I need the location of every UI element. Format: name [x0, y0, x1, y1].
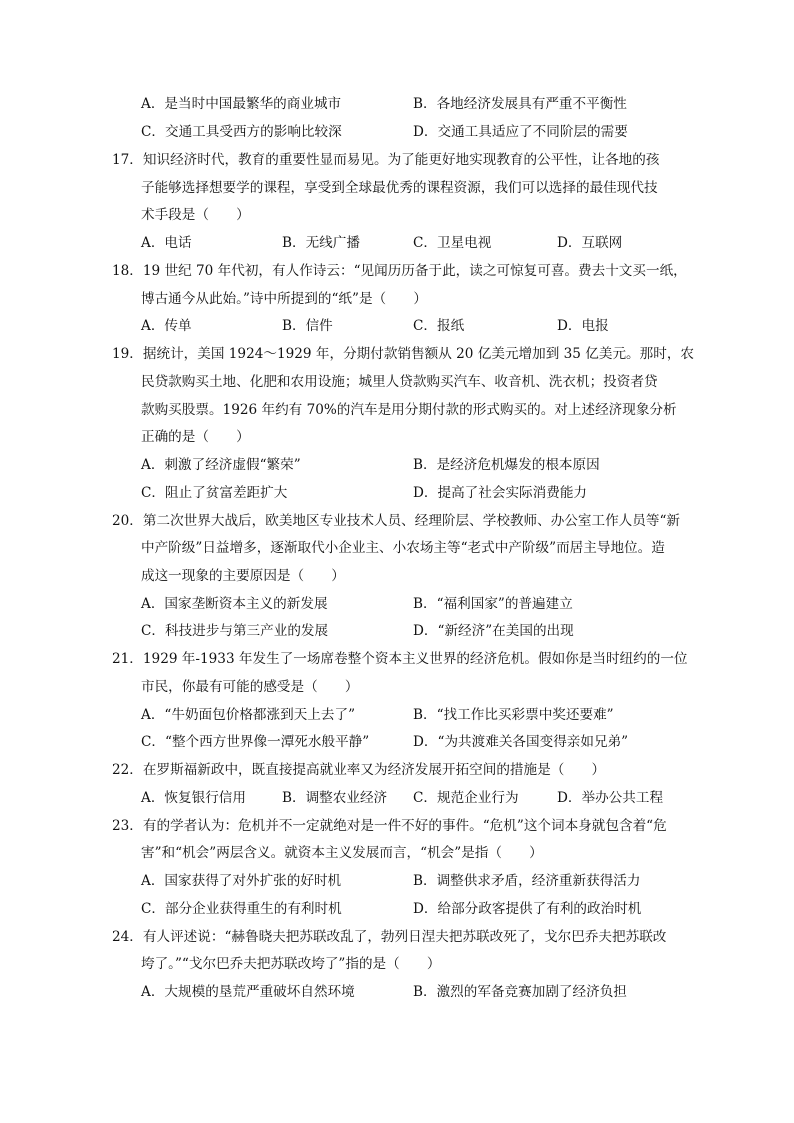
q24-option-a: A．大规模的垦荒严重破坏自然环境 [141, 984, 355, 1000]
q17-option-b: B．无线广播 [282, 235, 360, 251]
q21-stem-line-2: 市民，你最有可能的感受是（ ） [141, 679, 359, 695]
q18-stem-line-2: 博古通今从此始。”诗中所提到的“纸”是（ ） [141, 291, 427, 307]
q24-stem-line-1: 24．有人评述说：“赫鲁晓夫把苏联改乱了，勃列日涅夫把苏联改死了，戈尔巴乔夫把苏联改 [112, 929, 667, 945]
q23-option-d: D．给部分政客提供了有利的政治时机 [413, 901, 642, 917]
q18-stem-line-1: 18．19 世纪 70 年代初，有人作诗云：“见闻历历备于此，读之可惊复可喜。费去十文买一纸， [112, 263, 687, 279]
q20-option-a: A．国家垄断资本主义的新发展 [141, 596, 328, 612]
q17-option-c: C．卫星电视 [413, 235, 492, 251]
q21-option-c: C．“整个西方世界像一潭死水般平静” [141, 734, 370, 750]
q16-option-a: A．是当时中国最繁华的商业城市 [141, 96, 342, 112]
q20-option-c: C．科技进步与第三产业的发展 [141, 623, 329, 639]
q20-option-b: B．“福利国家”的普遍建立 [413, 596, 573, 612]
q23-option-c: C．部分企业获得重生的有利时机 [141, 901, 342, 917]
q19-stem-line-4: 正确的是（ ） [141, 429, 250, 445]
q17-option-d: D．互联网 [557, 235, 623, 251]
q20-stem-line-3: 成这一现象的主要原因是（ ） [141, 568, 345, 584]
q16-option-c: C．交通工具受西方的影响比较深 [141, 124, 342, 140]
q17-stem-line-1: 17．知识经济时代，教育的重要性显而易见。为了能更好地实现教育的公平性，让各地的孩 [112, 152, 660, 168]
q19-stem-line-2: 民贷款购买土地、化肥和农用设施；城里人贷款购买汽车、收音机、洗衣机；投资者贷 [141, 374, 658, 390]
q22-option-a: A．恢复银行信用 [141, 790, 246, 806]
q18-option-b: B．信件 [282, 318, 333, 334]
q20-stem-line-1: 20．第二次世界大战后，欧美地区专业技术人员、经理阶层、学校教师、办公室工作人员等“新 [112, 513, 680, 529]
q24-option-b: B．激烈的军备竞赛加剧了经济负担 [413, 984, 627, 1000]
q19-stem-line-1: 19．据统计，美国 1924～1929 年，分期付款销售额从 20 亿美元增加到 35 亿美元。那时，农 [112, 346, 695, 362]
q23-option-b: B．调整供求矛盾，经济重新获得活力 [413, 873, 641, 889]
q18-option-d: D．电报 [557, 318, 609, 334]
q21-option-a: A．“牛奶面包价格都涨到天上去了” [141, 707, 356, 723]
q19-option-c: C．阻止了贫富差距扩大 [141, 485, 288, 501]
q18-option-c: C．报纸 [413, 318, 465, 334]
q18-option-a: A．传单 [141, 318, 192, 334]
q20-option-d: D．“新经济”在美国的出现 [413, 623, 574, 639]
q22-stem-line-1: 22．在罗斯福新政中，既直接提高就业率又为经济发展开拓空间的措施是（ ） [112, 762, 606, 778]
q16-option-b: B．各地经济发展具有严重不平衡性 [413, 96, 627, 112]
q22-option-c: C．规范企业行为 [413, 790, 519, 806]
q22-option-d: D．举办公共工程 [557, 790, 664, 806]
q19-option-a: A．刺激了经济虚假“繁荣” [141, 457, 301, 473]
q21-option-b: B．“找工作比买彩票中奖还要难” [413, 707, 614, 723]
q17-option-a: A．电话 [141, 235, 192, 251]
q24-stem-line-2: 垮了。”“戈尔巴乔夫把苏联改垮了”指的是（ ） [141, 956, 441, 972]
q21-option-d: D．“为共渡难关各国变得亲如兄弟” [413, 734, 629, 750]
q19-option-b: B．是经济危机爆发的根本原因 [413, 457, 600, 473]
q19-option-d: D．提高了社会实际消费能力 [413, 485, 588, 501]
q23-option-a: A．国家获得了对外扩张的好时机 [141, 873, 342, 889]
q19-stem-line-3: 款购买股票。1926 年约有 70%的汽车是用分期付款的形式购买的。对上述经济现象分析 [141, 402, 677, 418]
q21-stem-line-1: 21．1929 年-1933 年发生了一场席卷整个资本主义世界的经济危机。假如你是当时纽约的一位 [112, 651, 688, 667]
q22-option-b: B．调整农业经济 [282, 790, 388, 806]
q16-option-d: D．交通工具适应了不同阶层的需要 [413, 124, 628, 140]
q17-stem-line-2: 子能够选择想要学的课程，享受到全球最优秀的课程资源，我们可以选择的最佳现代技 [141, 180, 658, 196]
q17-stem-line-3: 术手段是（ ） [141, 207, 250, 223]
q23-stem-line-2: 害”和“机会”两层含义。就资本主义发展而言，“机会”是指（ ） [141, 845, 543, 861]
q20-stem-line-2: 中产阶级”日益增多，逐渐取代小企业主、小农场主等“老式中产阶级”而居主导地位。造 [141, 540, 665, 556]
q23-stem-line-1: 23．有的学者认为：危机并不一定就绝对是一件不好的事件。“危机”这个词本身就包含着“危 [112, 818, 667, 834]
